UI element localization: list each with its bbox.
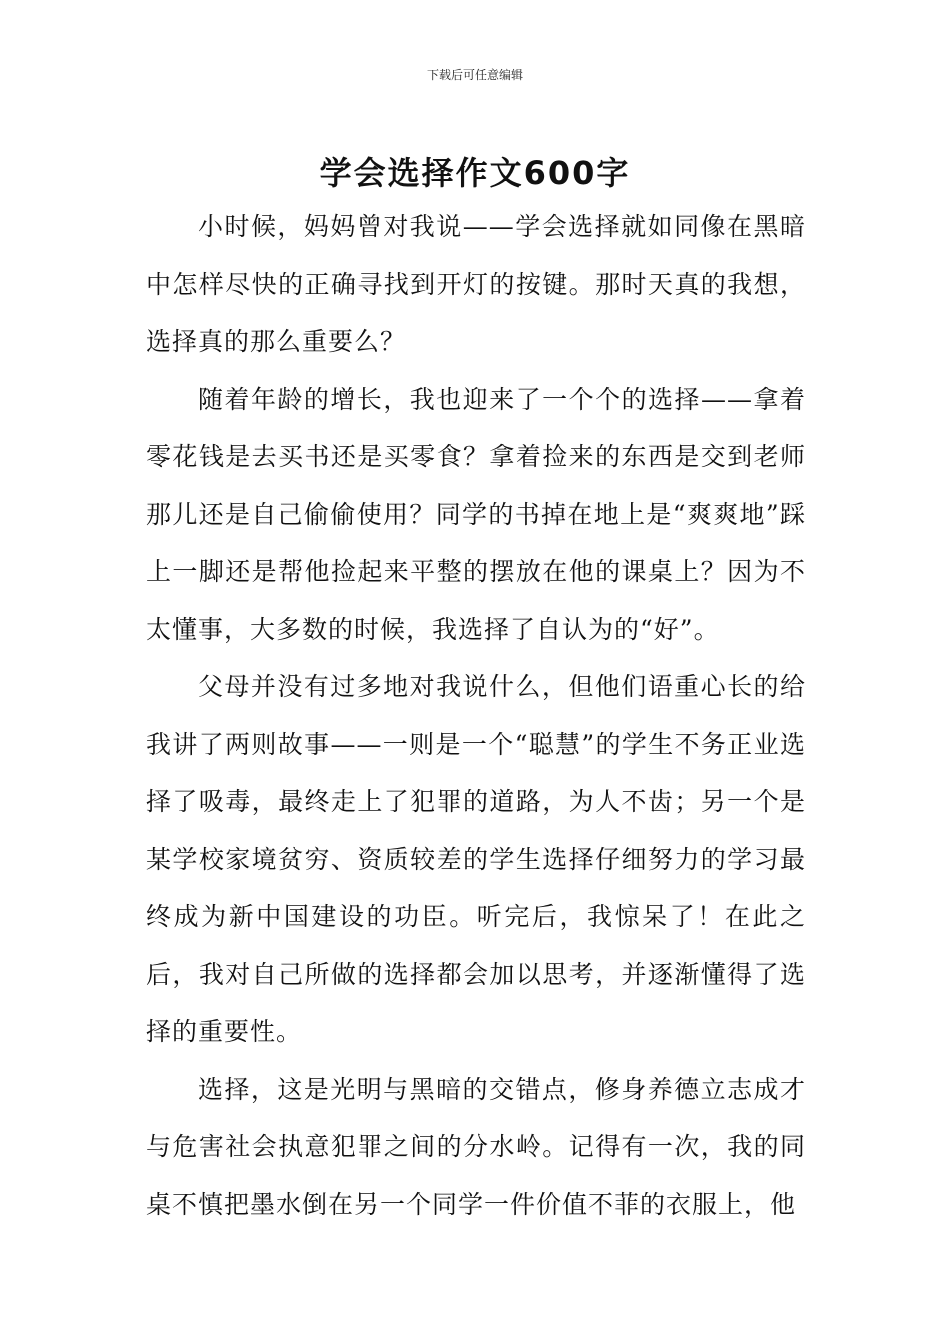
paragraph-4: 选择，这是光明与黑暗的交错点，修身养德立志成才与危害社会执意犯罪之间的分水岭。记得有一次，我的同桌不慎把墨水倒在另一个同学一件价值不菲的衣服上，他 [146, 1074, 806, 1219]
paragraph-1: 小时候，妈妈曾对我说——学会选择就如同像在黑暗中怎样尽快的正确寻找到开灯的按键。那时天真的我想，选择真的那么重要么？ [146, 212, 806, 356]
paragraph-3: 父母并没有过多地对我说什么，但他们语重心长的给我讲了两则故事——一则是一个“聪慧”的学生不务正业选择了吸毒，最终走上了犯罪的道路，为人不齿；另一个是某学校家境贫穷、资质较差的学生选择仔细努力的学习最终成为新中国建设的功臣。听完后，我惊呆了！在此之后，我对自己所做的选择都会加以思考，并逐渐懂得了选择的重要性。 [146, 672, 806, 1046]
document-title: 学会选择作文600字 [319, 154, 631, 193]
document-body [146, 198, 806, 1233]
paragraph-2: 随着年龄的增长，我也迎来了一个个的选择——拿着零花钱是去买书还是买零食？拿着捡来的东西是交到老师那儿还是自己偷偷使用？同学的书掉在地上是“爽爽地”踩上一脚还是帮他捡起来平整的摆放在他的课桌上？因为不太懂事，大多数的时候，我选择了自认为的“好”。 [146, 384, 806, 644]
header-note: 下载后可任意编辑 [426, 68, 523, 82]
